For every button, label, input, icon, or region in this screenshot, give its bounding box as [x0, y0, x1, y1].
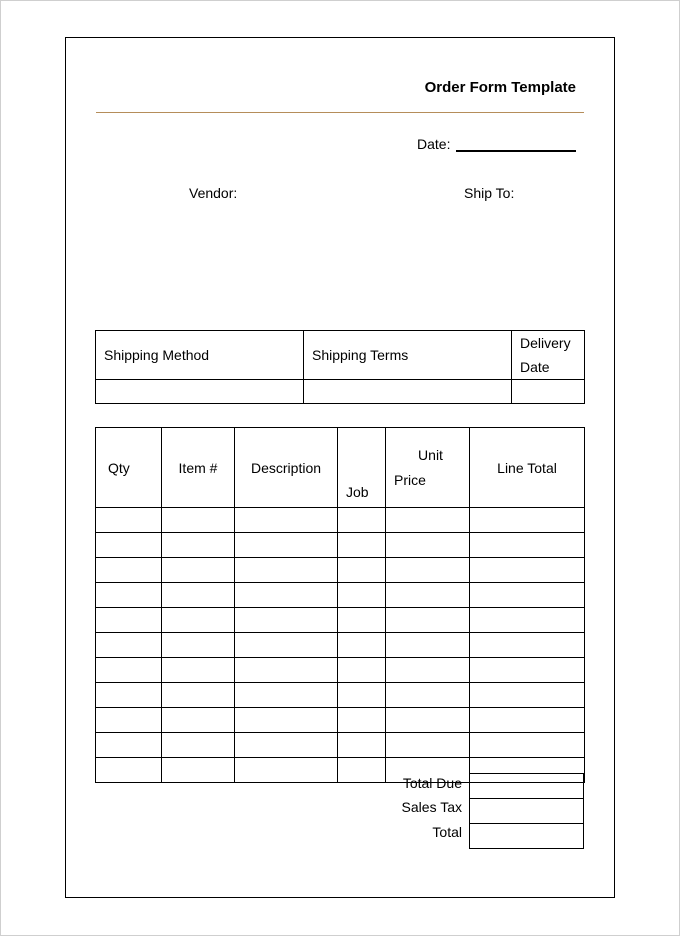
- job-cell[interactable]: [338, 583, 386, 608]
- item-number-cell[interactable]: [162, 683, 235, 708]
- line-total-cell[interactable]: [470, 608, 585, 633]
- description-cell[interactable]: [235, 758, 338, 783]
- table-row: [96, 608, 585, 633]
- item-number-cell[interactable]: [162, 608, 235, 633]
- item-number-cell[interactable]: [162, 583, 235, 608]
- qty-cell[interactable]: [96, 758, 162, 783]
- table-row: [96, 508, 585, 533]
- table-row: [96, 683, 585, 708]
- unit-price-cell[interactable]: [386, 708, 470, 733]
- table-row: [96, 633, 585, 658]
- unit-price-label-line1: Unit: [418, 446, 443, 463]
- description-cell[interactable]: [235, 608, 338, 633]
- table-row: [96, 733, 585, 758]
- job-cell[interactable]: [338, 608, 386, 633]
- line-total-cell[interactable]: [470, 633, 585, 658]
- job-cell[interactable]: [338, 558, 386, 583]
- job-cell[interactable]: [338, 658, 386, 683]
- item-number-cell[interactable]: [162, 658, 235, 683]
- date-field[interactable]: [456, 150, 576, 152]
- shipping-terms-header: Shipping Terms: [304, 331, 512, 380]
- description-cell[interactable]: [235, 508, 338, 533]
- qty-cell[interactable]: [96, 658, 162, 683]
- table-row: [96, 708, 585, 733]
- shipping-method-header: Shipping Method: [96, 331, 304, 380]
- job-cell[interactable]: [338, 733, 386, 758]
- total-due-cell[interactable]: [470, 774, 584, 799]
- unit-price-cell[interactable]: [386, 733, 470, 758]
- qty-header: Qty: [96, 428, 162, 508]
- shipping-table: [95, 330, 585, 404]
- total-cell[interactable]: [470, 824, 584, 849]
- item-number-header: Item #: [162, 428, 235, 508]
- sales-tax-label: Sales Tax: [401, 799, 462, 815]
- item-number-cell[interactable]: [162, 558, 235, 583]
- qty-cell[interactable]: [96, 733, 162, 758]
- line-total-cell[interactable]: [470, 533, 585, 558]
- line-total-cell[interactable]: [470, 658, 585, 683]
- line-total-cell[interactable]: [470, 683, 585, 708]
- item-number-cell[interactable]: [162, 708, 235, 733]
- line-total-header: Line Total: [470, 428, 585, 508]
- totals-table: [469, 773, 584, 849]
- unit-price-cell[interactable]: [386, 583, 470, 608]
- ship-to-label: Ship To:: [464, 185, 515, 201]
- qty-cell[interactable]: [96, 558, 162, 583]
- qty-cell[interactable]: [96, 583, 162, 608]
- table-row: [96, 658, 585, 683]
- line-total-cell[interactable]: [470, 708, 585, 733]
- description-cell[interactable]: [235, 733, 338, 758]
- delivery-label-line1: Delivery: [520, 335, 571, 351]
- title-divider: [96, 112, 584, 113]
- unit-price-cell[interactable]: [386, 508, 470, 533]
- unit-price-cell[interactable]: [386, 633, 470, 658]
- qty-cell[interactable]: [96, 633, 162, 658]
- description-cell[interactable]: [235, 583, 338, 608]
- unit-price-cell[interactable]: [386, 658, 470, 683]
- delivery-date-cell[interactable]: [512, 380, 585, 404]
- description-cell[interactable]: [235, 683, 338, 708]
- unit-price-header: [386, 428, 470, 508]
- job-header: Job: [338, 428, 386, 508]
- qty-cell[interactable]: [96, 533, 162, 558]
- job-cell[interactable]: [338, 683, 386, 708]
- vendor-label: Vendor:: [189, 185, 238, 201]
- delivery-date-header: [512, 331, 585, 380]
- unit-price-cell[interactable]: [386, 608, 470, 633]
- delivery-label-line2: Date: [520, 359, 550, 375]
- item-number-cell[interactable]: [162, 533, 235, 558]
- date-label: Date:: [417, 136, 451, 152]
- table-row: [96, 558, 585, 583]
- description-cell[interactable]: [235, 558, 338, 583]
- qty-cell[interactable]: [96, 708, 162, 733]
- description-cell[interactable]: [235, 533, 338, 558]
- qty-cell[interactable]: [96, 683, 162, 708]
- item-number-cell[interactable]: [162, 508, 235, 533]
- line-total-cell[interactable]: [470, 583, 585, 608]
- description-cell[interactable]: [235, 658, 338, 683]
- unit-price-cell[interactable]: [386, 683, 470, 708]
- shipping-method-cell[interactable]: [96, 380, 304, 404]
- job-cell[interactable]: [338, 533, 386, 558]
- form-title: Order Form Template: [424, 79, 576, 96]
- job-cell[interactable]: [338, 708, 386, 733]
- line-total-cell[interactable]: [470, 558, 585, 583]
- item-number-cell[interactable]: [162, 733, 235, 758]
- items-table: [95, 427, 585, 783]
- sales-tax-cell[interactable]: [470, 799, 584, 824]
- line-total-cell[interactable]: [470, 508, 585, 533]
- total-label: Total: [432, 824, 462, 840]
- table-row: [96, 583, 585, 608]
- description-cell[interactable]: [235, 708, 338, 733]
- item-rows: [96, 508, 585, 783]
- total-due-label: Total Due: [402, 775, 462, 791]
- shipping-terms-cell[interactable]: [304, 380, 512, 404]
- line-total-cell[interactable]: [470, 733, 585, 758]
- job-cell[interactable]: [338, 633, 386, 658]
- description-cell[interactable]: [235, 633, 338, 658]
- job-cell[interactable]: [338, 508, 386, 533]
- item-number-cell[interactable]: [162, 633, 235, 658]
- description-header: Description: [235, 428, 338, 508]
- qty-cell[interactable]: [96, 508, 162, 533]
- item-number-cell[interactable]: [162, 758, 235, 783]
- unit-price-cell[interactable]: [386, 558, 470, 583]
- qty-cell[interactable]: [96, 608, 162, 633]
- unit-price-cell[interactable]: [386, 533, 470, 558]
- unit-price-label-line2: Price: [394, 471, 426, 488]
- table-row: [96, 533, 585, 558]
